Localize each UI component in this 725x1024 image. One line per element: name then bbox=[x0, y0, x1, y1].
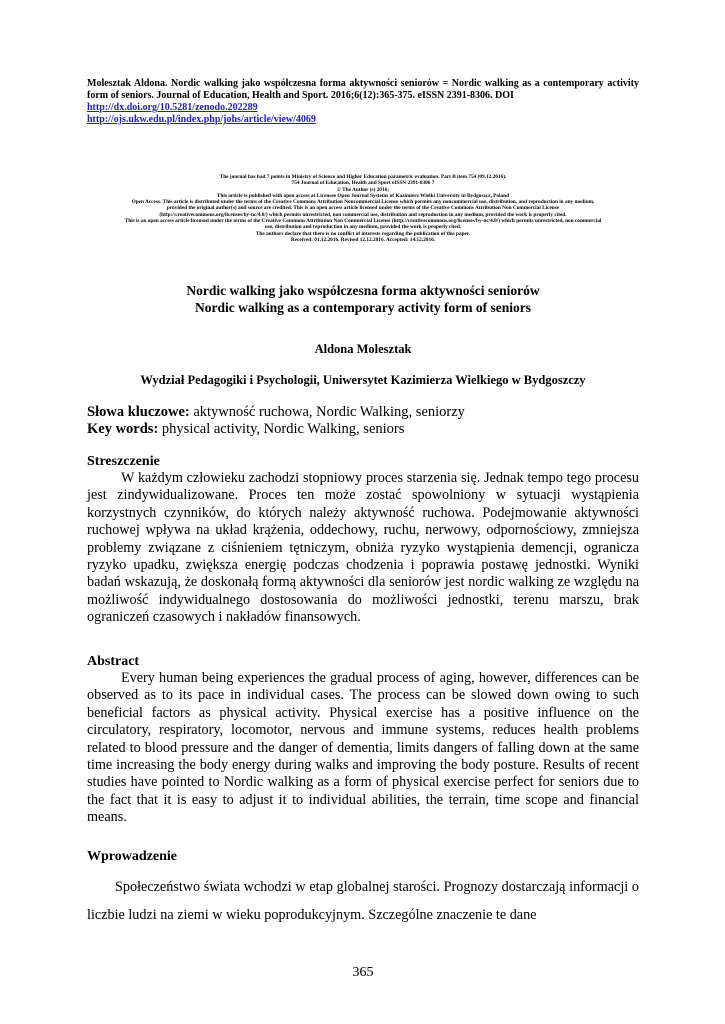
keywords-english bbox=[87, 421, 639, 438]
license-notice bbox=[87, 174, 639, 243]
notice-line: © The Author (s) 2016; bbox=[336, 186, 390, 193]
keywords-polish-label: Słowa kluczowe: bbox=[87, 404, 190, 420]
article-link[interactable]: http://ojs.ukw.edu.pl/index.php/johs/article/view/4069 bbox=[87, 114, 316, 125]
author-affiliation: Wydział Pedagogiki i Psychologii, Uniwersytet Kazimierza Wielkiego w Bydgoszczy bbox=[140, 373, 586, 387]
notice-line: 754 Journal of Education, Health and Sport eISSN 2391-8306 7 bbox=[291, 180, 435, 187]
notice-line: provided the original author(s) and source are credited. This is an open access article licensed under the terms of the Creative Commons Attribution Non Commercial License bbox=[166, 205, 560, 212]
paper-title bbox=[87, 282, 639, 316]
title-polish: Nordic walking jako współczesna forma aktywności seniorów bbox=[186, 283, 540, 298]
keywords-polish bbox=[87, 404, 639, 421]
page-number: 365 bbox=[352, 965, 374, 980]
abstract-heading: Abstract bbox=[87, 654, 140, 669]
wprowadzenie-text: Społeczeństwo świata wchodzi w etap globalnej starości. Prognozy dostarczają informacji o liczbie ludzi na ziemi w wieku poprodukcyjnym. Szczególne znaczenie te dane bbox=[87, 879, 639, 923]
author-name: Aldona Molesztak bbox=[314, 342, 412, 356]
streszczenie-heading: Streszczenie bbox=[87, 454, 160, 469]
abstract-text: Every human being experiences the gradual process of aging, however, differences can be observed as to its pace in individual cases. The process can be slowed down owing to such beneficial factors as physical activity. Physical exercise has a positive influence on the circulatory, respiratory, locomotor, nervous and immune systems, reduces health problems related to blood pressure and the danger of dementia, limits dangers of falling down at the same time increasing the body energy during walks and improving the body posture. Results of recent studies have pointed to Nordic walking as a form of physical exercise perfect for seniors due to the fact that it is easy to adjust it to individual abilities, the terrain, time scope and financial means. bbox=[87, 670, 639, 826]
notice-line: Received: 01.12.2016. Revised 12.12.2016. Accepted: 14.12.2016. bbox=[290, 236, 436, 243]
keywords-polish-text: aktywność ruchowa, Nordic Walking, seniorzy bbox=[189, 404, 465, 420]
notice-line: use, distribution and reproduction in any medium, provided the work is properly cited. bbox=[264, 224, 462, 231]
streszczenie-text: W każdym człowieku zachodzi stopniowy proces starzenia się. Jednak tempo tego procesu jest zindywidualizowane. Proces ten może zostać spowolniony w sytuacji wystąpienia korzystnych czynników, do których należy aktywność ruchowa. Podejmowanie aktywności ruchowej wpływa na układ krążenia, oddechowy, ruchu, nerwowy, odpornościowy, zmniejsza problemy związane z ciśnieniem tętniczym, obniża ryzyko wystąpienia demencji, ogranicza ryzyko upadku, zwiększa energię podczas chodzenia i poprawia postawę jednostki. Wyniki badań wskazują, że doskonałą formą aktywności dla seniorów jest nordic walking ze względu na możliwość indywidualnego dostosowania do możliwości jednostki, terenu marszu, brak ograniczeń czasowych i nakładów finansowych. bbox=[87, 470, 639, 626]
notice-line: This is an open access article licensed under the terms of the Creative Commons Attribution Non Commercial License (http://creativecommons.org/licenses/by-nc/4.0/) which permits unrestricted, non commercial bbox=[124, 218, 602, 225]
title-english: Nordic walking as a contemporary activity form of seniors bbox=[195, 300, 531, 315]
wprowadzenie-heading: Wprowadzenie bbox=[87, 849, 177, 864]
notice-line: (http://creativecommons.org/licenses/by-nc/4.0/) which permits unrestricted, non commercial use, distribution and reproduction in any medium, provided the work is properly cited. bbox=[159, 211, 567, 218]
doi-link[interactable]: http://dx.doi.org/10.5281/zenodo.202289 bbox=[87, 102, 258, 113]
notice-line: The authors declare that there is no conflict of interests regarding the publication of this paper. bbox=[255, 230, 471, 237]
citation-text: Molesztak Aldona. Nordic walking jako współczesna forma aktywności seniorów = Nordic walking as a contemporary activity form of seniors. Journal of Education, Health and Sport. 2016;6(12):365-375. eISSN 2391-8306. DOI bbox=[87, 78, 639, 101]
keywords-english-label: Key words: bbox=[87, 421, 159, 437]
notice-line: Open Access. This article is distributed under the terms of the Creative Commons Attribution Noncommercial License which permits any noncommercial use, distribution, and reproduction in any medium, bbox=[131, 199, 595, 206]
keywords-english-text: physical activity, Nordic Walking, seniors bbox=[158, 421, 405, 437]
citation-block bbox=[87, 78, 639, 126]
notice-line: This article is published with open access at Licensee Open Journal Systems of Kazimierz Wielki University in Bydgoszcz, Poland bbox=[216, 192, 510, 199]
notice-line: The journal has had 7 points in Ministry of Science and Higher Education parametric evaluation. Part B item 754 (09.12.2016). bbox=[219, 174, 507, 180]
